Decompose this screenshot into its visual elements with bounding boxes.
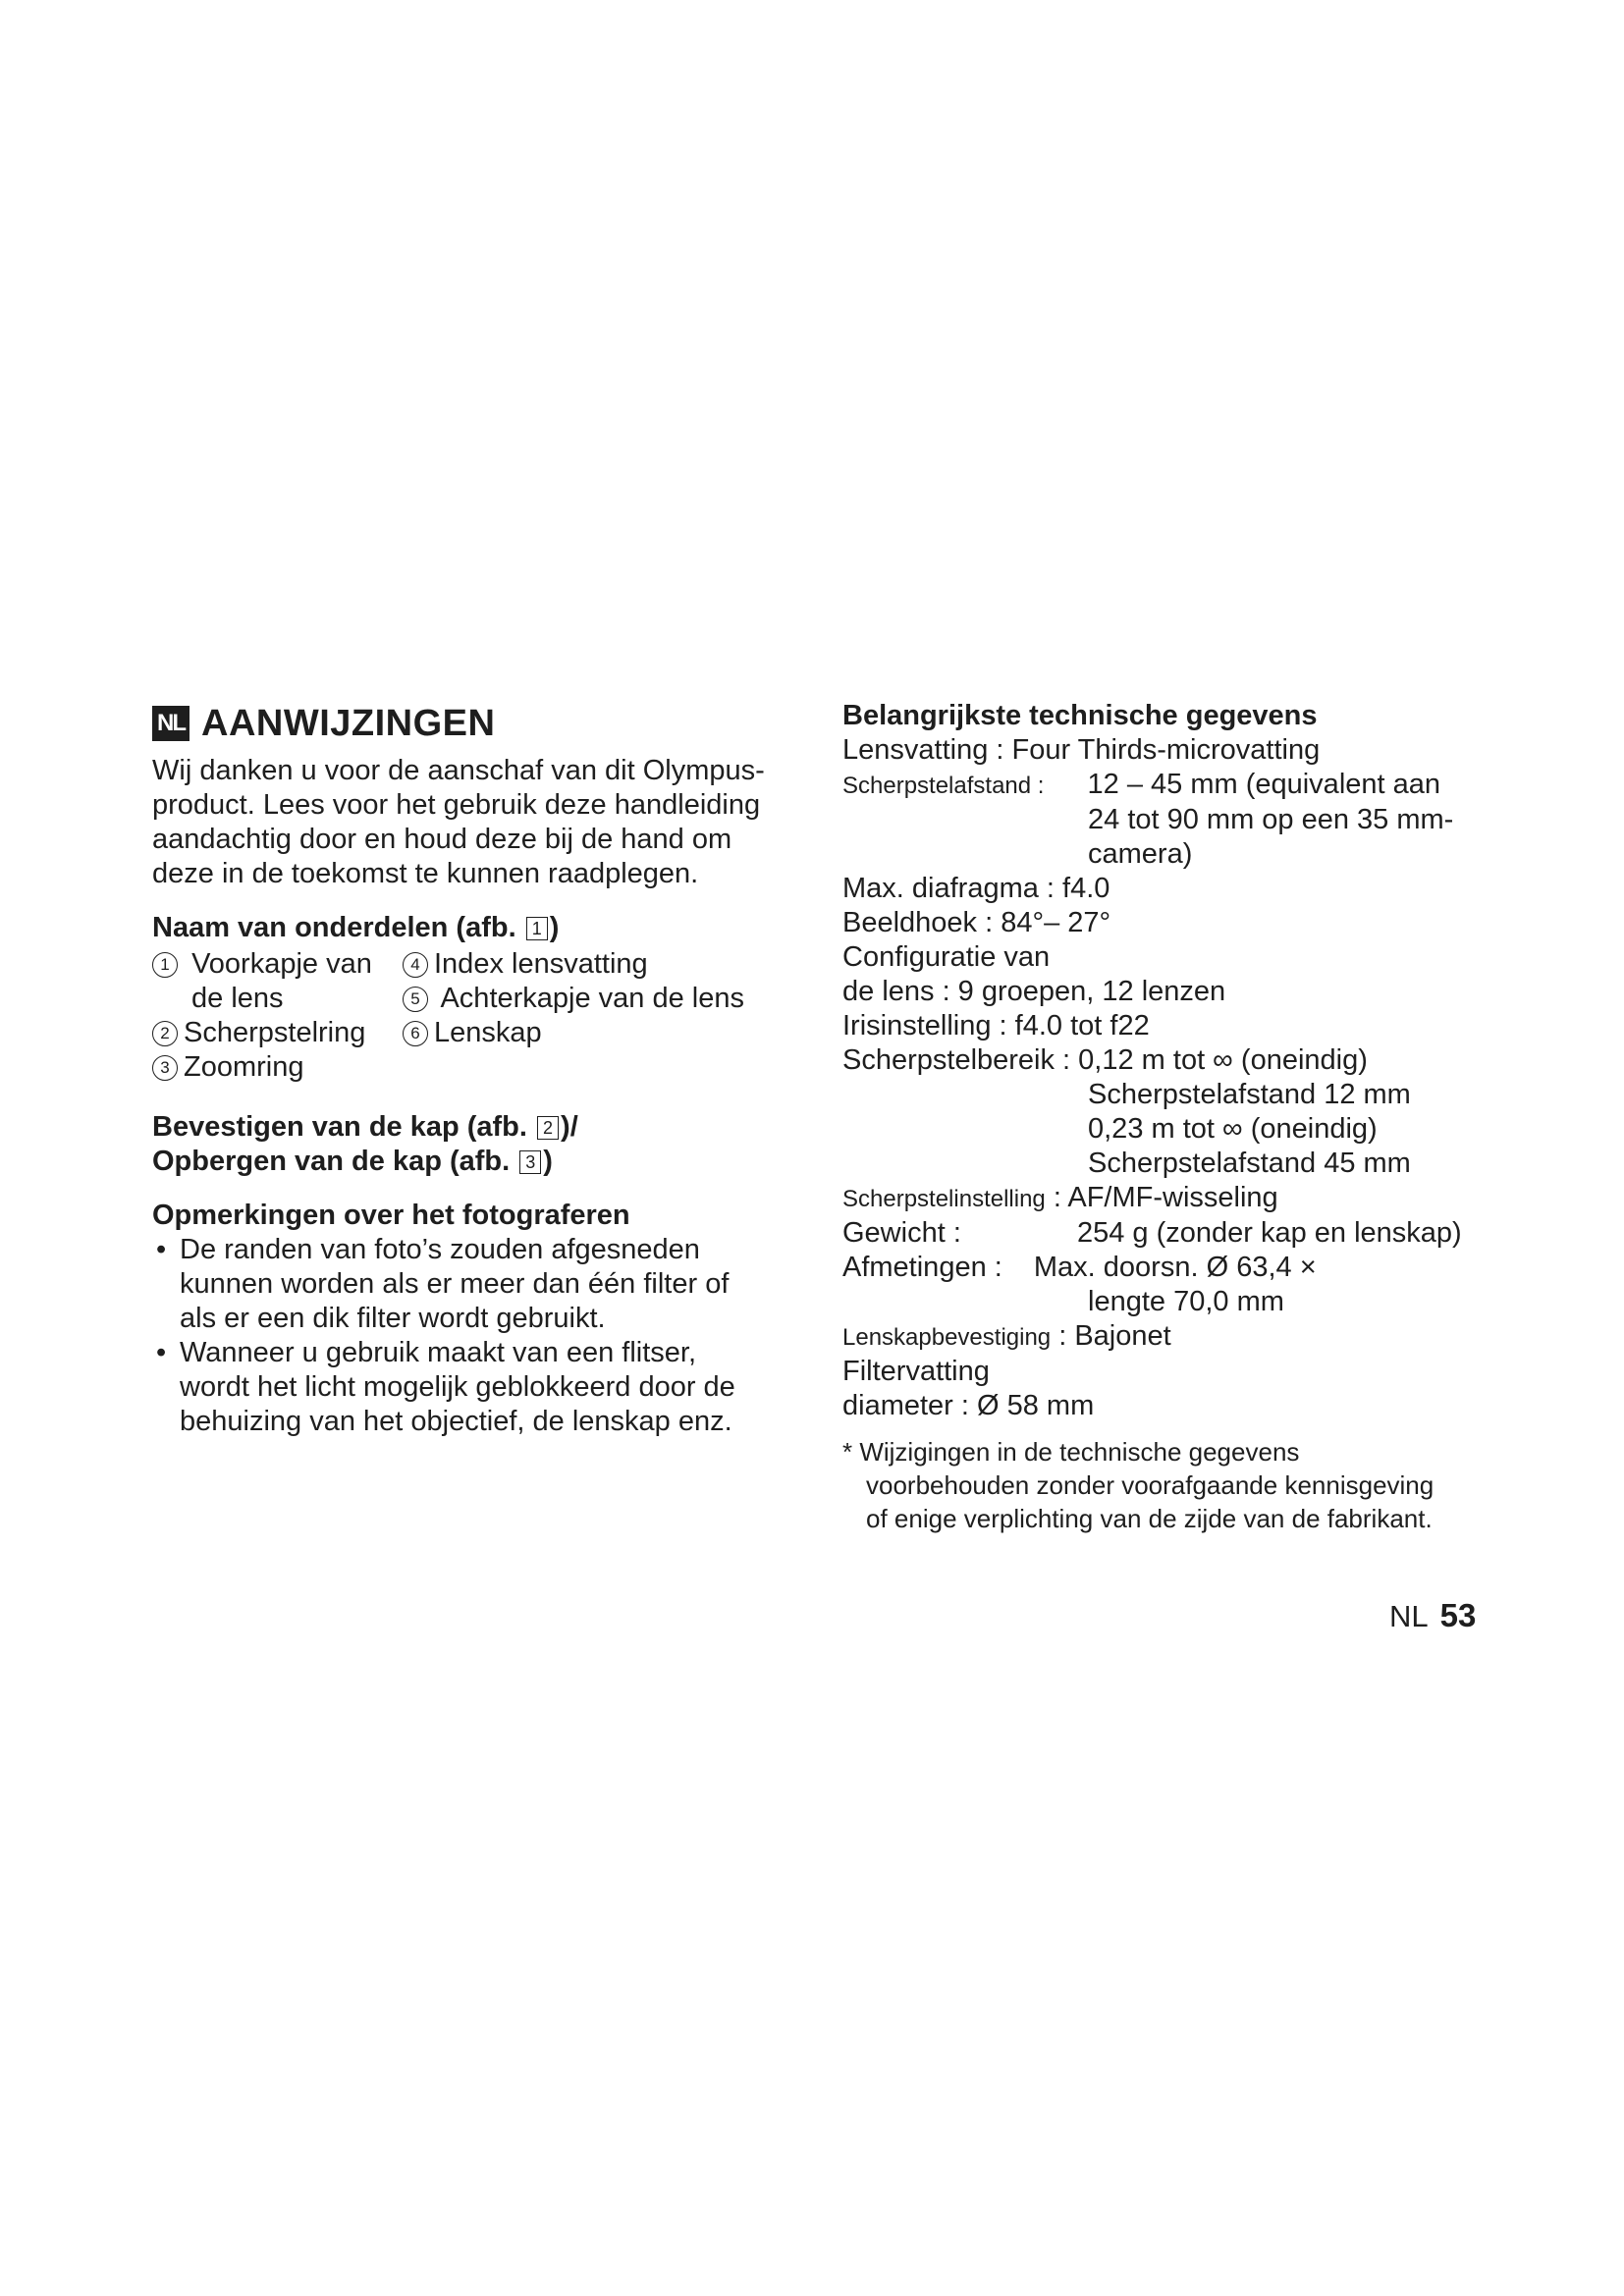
spec-label: Afmetingen : xyxy=(842,1252,1002,1283)
parts-list xyxy=(152,947,800,1085)
part-label: Zoomring xyxy=(184,1051,304,1083)
specs-heading: Belangrijkste technische gegevens xyxy=(842,700,1318,731)
paren: ) xyxy=(543,1146,553,1177)
circled-number: 2 xyxy=(152,1021,178,1046)
part-item-continued: de lens xyxy=(191,983,284,1014)
spec-value: : AF/MF-wisseling xyxy=(1045,1182,1278,1213)
part-label: Achterkapje van de lens xyxy=(440,983,744,1014)
intro-line: aandachtig door en houd deze bij de hand om xyxy=(152,824,732,855)
figure-ref-box: 1 xyxy=(526,917,548,940)
list-item xyxy=(152,1233,800,1336)
page-number-value: 53 xyxy=(1439,1597,1477,1633)
spec-focal xyxy=(842,768,1510,803)
right-column xyxy=(842,699,1510,1535)
spec-config-cont: de lens : 9 groepen, 12 lenzen xyxy=(842,976,1226,1007)
spec-range-cont: 0,23 m tot ∞ (oneindig) xyxy=(1088,1113,1378,1145)
spec-hood xyxy=(842,1319,1510,1355)
spec-mount: Lensvatting : Four Thirds-microvatting xyxy=(842,734,1321,766)
footnote-line: of enige verplichting van de zijde van de fabrikant. xyxy=(866,1504,1433,1533)
attach-heading xyxy=(152,1110,800,1179)
part-item xyxy=(403,982,800,1016)
left-column xyxy=(152,699,800,1439)
part-label: Index lensvatting xyxy=(434,948,648,980)
section-title xyxy=(152,699,800,748)
page-number xyxy=(1389,1596,1476,1636)
separator: )/ xyxy=(561,1111,578,1143)
spec-label: Gewicht : xyxy=(842,1217,961,1249)
figure-ref-box: 3 xyxy=(519,1150,541,1174)
spec-aperture: Max. diafragma : f4.0 xyxy=(842,873,1110,904)
spec-focal-cont: camera) xyxy=(1088,838,1193,870)
spec-value: 12 – 45 mm (equivalent aan xyxy=(1087,769,1441,800)
spec-af xyxy=(842,1181,1510,1216)
part-item xyxy=(152,947,403,982)
remarks-list xyxy=(152,1233,800,1439)
circled-number: 5 xyxy=(403,987,428,1012)
circled-number: 4 xyxy=(403,952,428,978)
language-badge: NL xyxy=(152,706,189,741)
remark-line: behuizing van het objectief, de lenskap enz. xyxy=(180,1406,732,1437)
spec-value: Max. doorsn. Ø 63,4 × xyxy=(1033,1252,1317,1283)
part-item xyxy=(403,1016,800,1050)
spec-range-cont: Scherpstelafstand 45 mm xyxy=(1088,1148,1411,1179)
part-label: Lenskap xyxy=(434,1017,542,1048)
footnote xyxy=(842,1435,1510,1535)
attach-heading-text: Bevestigen van de kap (afb. xyxy=(152,1111,527,1143)
spec-range: Scherpstelbereik : 0,12 m tot ∞ (oneindig) xyxy=(842,1044,1368,1076)
spec-label: Lenskapbevestiging xyxy=(842,1324,1052,1351)
circled-number: 6 xyxy=(403,1021,428,1046)
spec-dimensions-cont: lengte 70,0 mm xyxy=(1088,1286,1284,1317)
part-label: Voorkapje van xyxy=(191,948,372,980)
spec-iris: Irisinstelling : f4.0 tot f22 xyxy=(842,1010,1150,1041)
spec-dimensions xyxy=(842,1251,1510,1285)
page-title: AANWIJZINGEN xyxy=(201,702,496,744)
remark-line: wordt het licht mogelijk geblokkeerd door de xyxy=(180,1371,735,1403)
list-item xyxy=(152,1336,800,1439)
remark-line: • De randen van foto’s zouden afgesneden xyxy=(180,1234,700,1265)
remark-line: als er een dik filter wordt gebruikt. xyxy=(180,1303,606,1334)
figure-ref-box: 2 xyxy=(537,1116,559,1140)
part-item xyxy=(403,947,800,982)
footnote-line: * Wijzigingen in de technische gegevens xyxy=(842,1437,1300,1467)
spec-value: 254 g (zonder kap en lenskap) xyxy=(1076,1217,1462,1249)
spec-value: : Bajonet xyxy=(1051,1320,1171,1352)
intro-line: deze in de toekomst te kunnen raadplegen. xyxy=(152,858,699,889)
intro-paragraph xyxy=(152,754,800,891)
spec-label: Scherpstelafstand : xyxy=(842,773,1045,799)
remarks-heading: Opmerkingen over het fotograferen xyxy=(152,1200,630,1231)
remark-line: • Wanneer u gebruik maakt van een flitser, xyxy=(180,1337,697,1368)
spec-filter-cont: diameter : Ø 58 mm xyxy=(842,1390,1095,1421)
circled-number: 3 xyxy=(152,1055,178,1081)
page-lang: NL xyxy=(1389,1599,1429,1633)
spec-weight xyxy=(842,1216,1510,1251)
remark-line: kunnen worden als er meer dan één filter of xyxy=(180,1268,730,1300)
circled-number: 1 xyxy=(152,952,178,978)
intro-line: Wij danken u voor de aanschaf van dit Olympus- xyxy=(152,755,765,786)
part-item xyxy=(152,1016,403,1050)
part-item xyxy=(152,1050,403,1085)
intro-line: product. Lees voor het gebruik deze handleiding xyxy=(152,789,761,821)
parts-heading xyxy=(152,911,800,945)
footnote-line: voorbehouden zonder voorafgaande kennisgeving xyxy=(866,1470,1435,1500)
parts-heading-text: Naam van onderdelen (afb. xyxy=(152,912,516,943)
spec-focal-cont: 24 tot 90 mm op een 35 mm- xyxy=(1088,804,1454,835)
spec-config: Configuratie van xyxy=(842,941,1051,973)
part-label: Scherpstelring xyxy=(184,1017,366,1048)
paren: ) xyxy=(549,912,560,943)
spec-filter: Filtervatting xyxy=(842,1356,990,1387)
store-heading-text: Opbergen van de kap (afb. xyxy=(152,1146,511,1177)
spec-angle: Beeldhoek : 84°– 27° xyxy=(842,907,1111,938)
spec-range-cont: Scherpstelafstand 12 mm xyxy=(1088,1079,1411,1110)
spec-label: Scherpstelinstelling xyxy=(842,1186,1046,1212)
